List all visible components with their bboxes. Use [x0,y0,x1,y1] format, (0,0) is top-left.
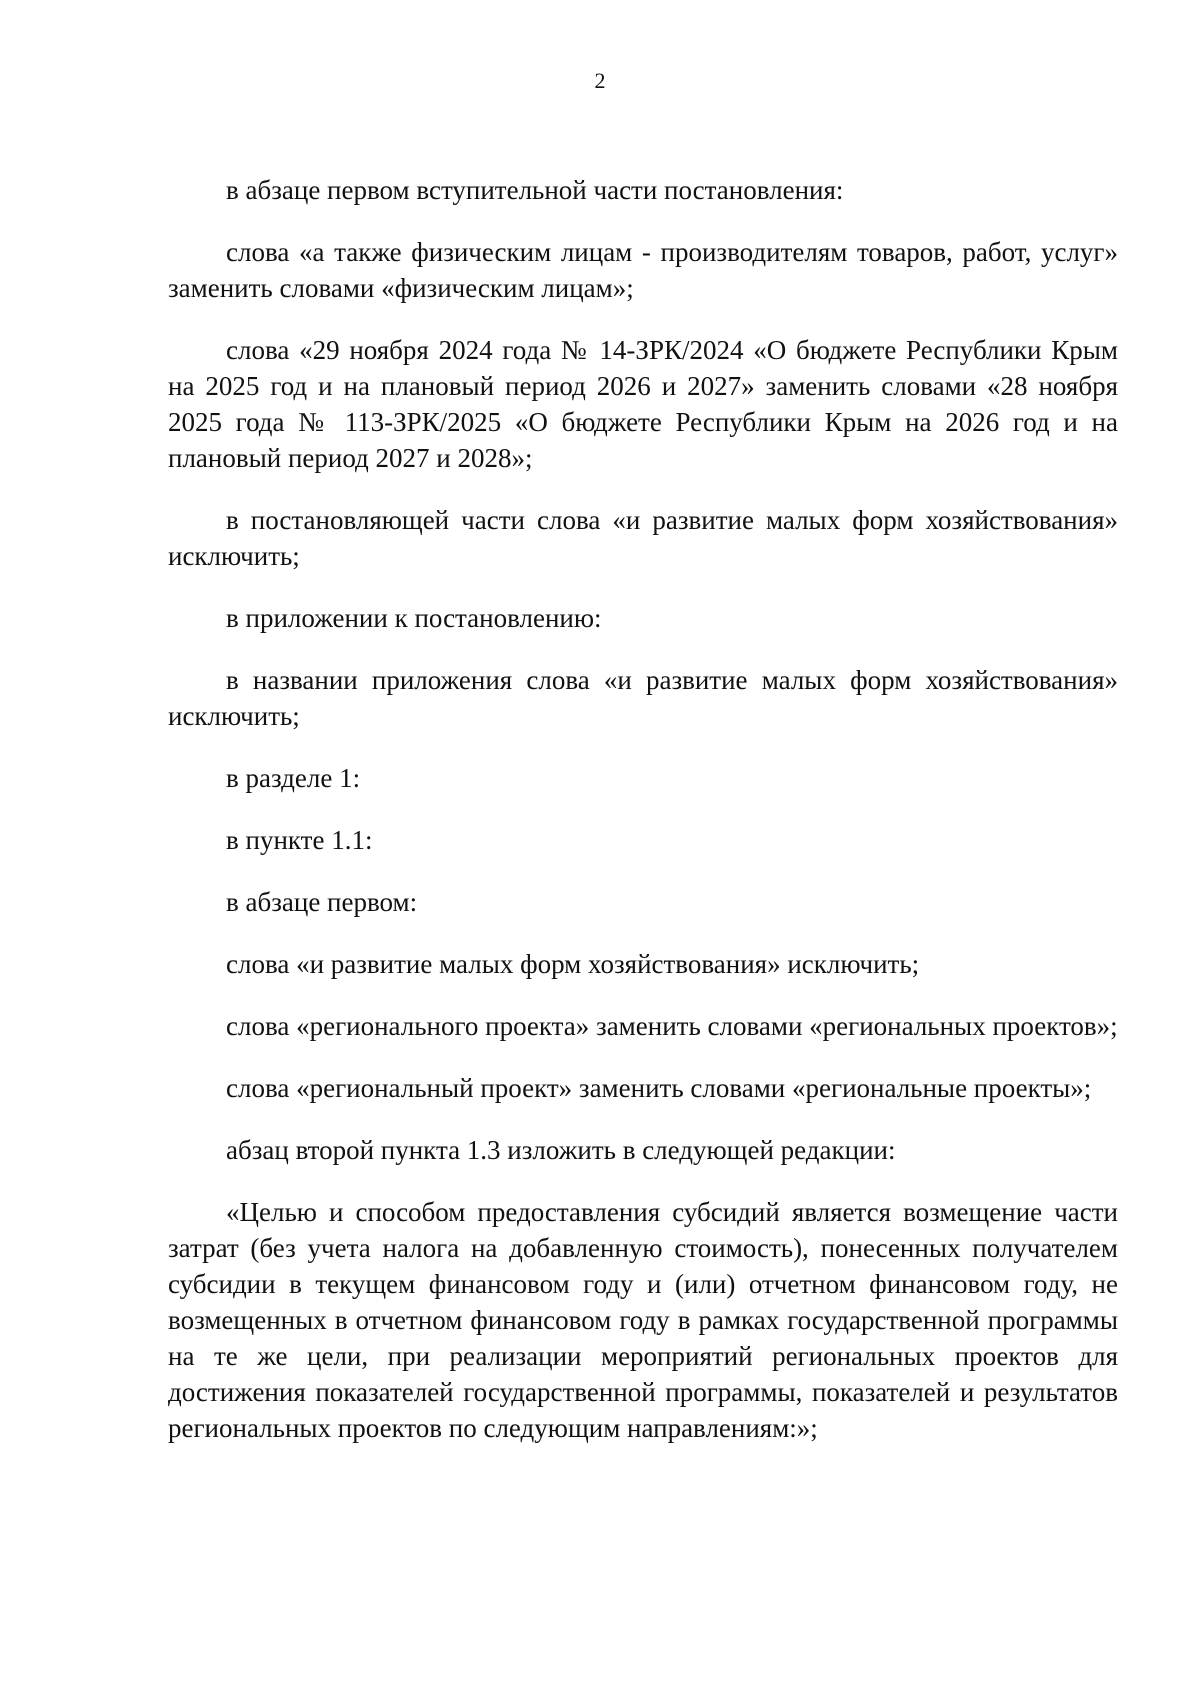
paragraph-8: в пункте 1.1: [226,825,373,855]
paragraph-3: слова «29 ноября 2024 года № 14-ЗРК/2024 «О бюджете Республики Крым на 2025 год и на плановый период 2026 и 2027» заменить словами «28 ноября 2025 года № 113-ЗРК/2025 «О бюджете Республики Крым на 2026 год и на плановый период 2027 и 2028»; [168,335,1118,473]
paragraph-4: в постановляющей части слова «и развитие малых форм хозяйствования» исключить; [168,505,1118,571]
paragraph-12: слова «региональный проект» заменить словами «региональные проекты»; [226,1073,1092,1103]
paragraph-10: слова «и развитие малых форм хозяйствования» исключить; [226,949,920,979]
paragraph-11: слова «регионального проекта» заменить словами «региональных проектов»; [226,1011,1118,1041]
paragraph-7: в разделе 1: [226,763,361,793]
paragraph-9: в абзаце первом: [226,887,418,917]
paragraph-14: «Целью и способом предоставления субсидий является возмещение части затрат (без учета налога на добавленную стоимость), понесенных получателем субсидии в текущем финансовом году и (или) отчетном финансовом году, не возмещенных в отчетном финансовом году в рамках государственной программы на те же цели, при реализации мероприятий региональных проектов для достижения показателей государственной программы, показателей и результатов региональных проектов по следующим направлениям:»; [168,1197,1118,1443]
paragraph-13: абзац второй пункта 1.3 изложить в следующей редакции: [226,1135,896,1165]
page-number: 2 [594,68,606,93]
paragraph-5: в приложении к постановлению: [226,603,602,633]
paragraph-2: слова «а также физическим лицам - производителям товаров, работ, услуг» заменить словами «физическим лицам»; [168,237,1118,303]
paragraph-1: в абзаце первом вступительной части постановления: [226,175,844,205]
paragraph-6: в названии приложения слова «и развитие малых форм хозяйствования» исключить; [168,665,1118,731]
document-body [168,172,1118,1472]
